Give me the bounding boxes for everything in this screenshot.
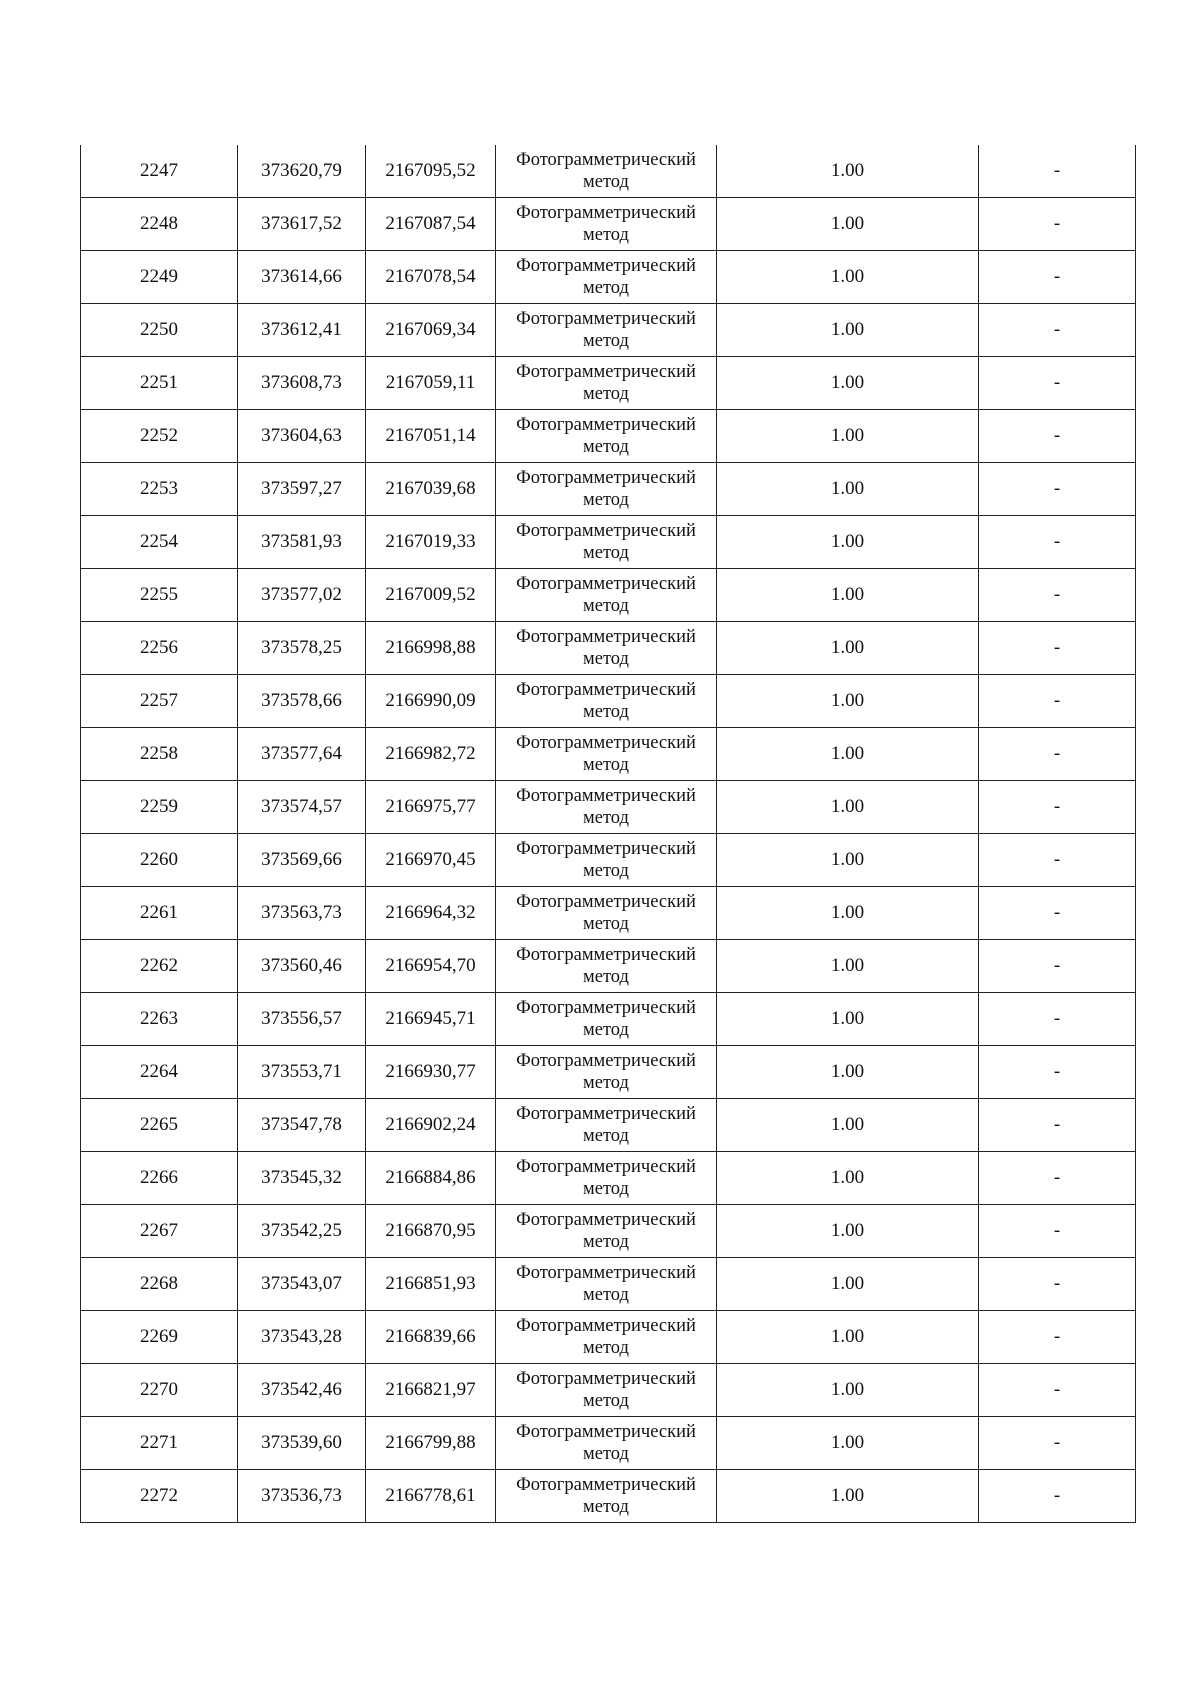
method-line-2: метод <box>583 384 629 404</box>
method-cell <box>496 940 717 993</box>
accuracy-cell: 1.00 <box>717 1099 979 1152</box>
x-coordinate-cell: 373569,66 <box>238 834 366 887</box>
x-coordinate-cell: 373545,32 <box>238 1152 366 1205</box>
note-cell: - <box>979 834 1136 887</box>
accuracy-cell: 1.00 <box>717 781 979 834</box>
note-cell: - <box>979 569 1136 622</box>
accuracy-cell: 1.00 <box>717 1152 979 1205</box>
method-line-1: Фотограмметрический <box>516 256 696 276</box>
table-row <box>81 304 1136 357</box>
method-cell <box>496 1470 717 1523</box>
method-line-2: метод <box>583 331 629 351</box>
note-cell: - <box>979 357 1136 410</box>
method-cell <box>496 622 717 675</box>
point-number-cell: 2267 <box>81 1205 238 1258</box>
method-cell <box>496 1311 717 1364</box>
method-line-2: метод <box>583 1073 629 1093</box>
x-coordinate-cell: 373578,66 <box>238 675 366 728</box>
table-row <box>81 357 1136 410</box>
table-row <box>81 410 1136 463</box>
method-line-1: Фотограмметрический <box>516 1051 696 1071</box>
method-line-2: метод <box>583 543 629 563</box>
point-number-cell: 2272 <box>81 1470 238 1523</box>
point-number-cell: 2251 <box>81 357 238 410</box>
x-coordinate-cell: 373563,73 <box>238 887 366 940</box>
method-line-1: Фотограмметрический <box>516 1475 696 1495</box>
y-coordinate-cell: 2167051,14 <box>366 410 496 463</box>
accuracy-cell: 1.00 <box>717 1470 979 1523</box>
x-coordinate-cell: 373542,46 <box>238 1364 366 1417</box>
method-line-2: метод <box>583 967 629 987</box>
method-cell <box>496 198 717 251</box>
table-row <box>81 622 1136 675</box>
accuracy-cell: 1.00 <box>717 410 979 463</box>
method-line-2: метод <box>583 1444 629 1464</box>
method-line-2: метод <box>583 755 629 775</box>
point-number-cell: 2263 <box>81 993 238 1046</box>
note-cell: - <box>979 1046 1136 1099</box>
accuracy-cell: 1.00 <box>717 675 979 728</box>
table-row <box>81 1364 1136 1417</box>
x-coordinate-cell: 373604,63 <box>238 410 366 463</box>
x-coordinate-cell: 373547,78 <box>238 1099 366 1152</box>
note-cell: - <box>979 887 1136 940</box>
x-coordinate-cell: 373536,73 <box>238 1470 366 1523</box>
method-line-1: Фотограмметрический <box>516 1369 696 1389</box>
y-coordinate-cell: 2166821,97 <box>366 1364 496 1417</box>
x-coordinate-cell: 373553,71 <box>238 1046 366 1099</box>
method-line-1: Фотограмметрический <box>516 150 696 170</box>
table-row <box>81 834 1136 887</box>
accuracy-cell: 1.00 <box>717 1417 979 1470</box>
accuracy-cell: 1.00 <box>717 728 979 781</box>
note-cell: - <box>979 1205 1136 1258</box>
table-row <box>81 1417 1136 1470</box>
x-coordinate-cell: 373612,41 <box>238 304 366 357</box>
table-row <box>81 251 1136 304</box>
x-coordinate-cell: 373543,07 <box>238 1258 366 1311</box>
accuracy-cell: 1.00 <box>717 251 979 304</box>
point-number-cell: 2255 <box>81 569 238 622</box>
y-coordinate-cell: 2166902,24 <box>366 1099 496 1152</box>
method-cell <box>496 463 717 516</box>
point-number-cell: 2254 <box>81 516 238 569</box>
note-cell: - <box>979 304 1136 357</box>
note-cell: - <box>979 145 1136 198</box>
x-coordinate-cell: 373560,46 <box>238 940 366 993</box>
point-number-cell: 2249 <box>81 251 238 304</box>
note-cell: - <box>979 940 1136 993</box>
x-coordinate-cell: 373617,52 <box>238 198 366 251</box>
method-line-1: Фотограмметрический <box>516 839 696 859</box>
method-cell <box>496 145 717 198</box>
method-line-2: метод <box>583 914 629 934</box>
accuracy-cell: 1.00 <box>717 463 979 516</box>
accuracy-cell: 1.00 <box>717 145 979 198</box>
method-cell <box>496 1364 717 1417</box>
y-coordinate-cell: 2166851,93 <box>366 1258 496 1311</box>
note-cell: - <box>979 516 1136 569</box>
x-coordinate-cell: 373543,28 <box>238 1311 366 1364</box>
point-number-cell: 2253 <box>81 463 238 516</box>
method-line-2: метод <box>583 808 629 828</box>
method-cell <box>496 1046 717 1099</box>
table-row <box>81 198 1136 251</box>
table-row <box>81 516 1136 569</box>
note-cell: - <box>979 781 1136 834</box>
y-coordinate-cell: 2167078,54 <box>366 251 496 304</box>
method-line-1: Фотограмметрический <box>516 574 696 594</box>
table-row <box>81 1046 1136 1099</box>
note-cell: - <box>979 1152 1136 1205</box>
method-line-1: Фотограмметрический <box>516 680 696 700</box>
accuracy-cell: 1.00 <box>717 993 979 1046</box>
method-cell <box>496 1417 717 1470</box>
y-coordinate-cell: 2166964,32 <box>366 887 496 940</box>
y-coordinate-cell: 2166970,45 <box>366 834 496 887</box>
note-cell: - <box>979 1470 1136 1523</box>
note-cell: - <box>979 463 1136 516</box>
method-line-2: метод <box>583 225 629 245</box>
method-line-2: метод <box>583 702 629 722</box>
point-number-cell: 2262 <box>81 940 238 993</box>
table-row <box>81 1470 1136 1523</box>
table-row <box>81 145 1136 198</box>
method-cell <box>496 304 717 357</box>
table-row <box>81 940 1136 993</box>
accuracy-cell: 1.00 <box>717 622 979 675</box>
point-number-cell: 2266 <box>81 1152 238 1205</box>
table-row <box>81 781 1136 834</box>
method-line-1: Фотограмметрический <box>516 1316 696 1336</box>
note-cell: - <box>979 728 1136 781</box>
accuracy-cell: 1.00 <box>717 1311 979 1364</box>
method-cell <box>496 728 717 781</box>
method-line-2: метод <box>583 278 629 298</box>
method-line-1: Фотограмметрический <box>516 627 696 647</box>
accuracy-cell: 1.00 <box>717 357 979 410</box>
table-row <box>81 1258 1136 1311</box>
note-cell: - <box>979 251 1136 304</box>
point-number-cell: 2265 <box>81 1099 238 1152</box>
method-line-1: Фотограмметрический <box>516 1422 696 1442</box>
method-cell <box>496 569 717 622</box>
method-line-1: Фотограмметрический <box>516 733 696 753</box>
method-line-2: метод <box>583 1020 629 1040</box>
y-coordinate-cell: 2166870,95 <box>366 1205 496 1258</box>
x-coordinate-cell: 373542,25 <box>238 1205 366 1258</box>
x-coordinate-cell: 373577,02 <box>238 569 366 622</box>
x-coordinate-cell: 373539,60 <box>238 1417 366 1470</box>
y-coordinate-cell: 2166778,61 <box>366 1470 496 1523</box>
x-coordinate-cell: 373608,73 <box>238 357 366 410</box>
y-coordinate-cell: 2167009,52 <box>366 569 496 622</box>
y-coordinate-cell: 2166839,66 <box>366 1311 496 1364</box>
method-line-2: метод <box>583 1497 629 1517</box>
note-cell: - <box>979 993 1136 1046</box>
table-row <box>81 675 1136 728</box>
table-row <box>81 569 1136 622</box>
method-line-1: Фотограмметрический <box>516 892 696 912</box>
method-line-1: Фотограмметрический <box>516 1263 696 1283</box>
accuracy-cell: 1.00 <box>717 940 979 993</box>
method-line-1: Фотограмметрический <box>516 1157 696 1177</box>
note-cell: - <box>979 622 1136 675</box>
note-cell: - <box>979 410 1136 463</box>
y-coordinate-cell: 2167059,11 <box>366 357 496 410</box>
x-coordinate-cell: 373614,66 <box>238 251 366 304</box>
note-cell: - <box>979 1311 1136 1364</box>
y-coordinate-cell: 2167019,33 <box>366 516 496 569</box>
point-number-cell: 2260 <box>81 834 238 887</box>
method-line-1: Фотограмметрический <box>516 945 696 965</box>
x-coordinate-cell: 373556,57 <box>238 993 366 1046</box>
accuracy-cell: 1.00 <box>717 834 979 887</box>
table-row <box>81 887 1136 940</box>
y-coordinate-cell: 2167039,68 <box>366 463 496 516</box>
note-cell: - <box>979 198 1136 251</box>
accuracy-cell: 1.00 <box>717 1258 979 1311</box>
y-coordinate-cell: 2167095,52 <box>366 145 496 198</box>
x-coordinate-cell: 373577,64 <box>238 728 366 781</box>
method-line-2: метод <box>583 1179 629 1199</box>
method-line-1: Фотограмметрический <box>516 415 696 435</box>
method-cell <box>496 516 717 569</box>
table-row <box>81 463 1136 516</box>
table-row <box>81 993 1136 1046</box>
note-cell: - <box>979 675 1136 728</box>
method-line-2: метод <box>583 649 629 669</box>
method-line-2: метод <box>583 490 629 510</box>
table-row <box>81 1205 1136 1258</box>
y-coordinate-cell: 2167087,54 <box>366 198 496 251</box>
method-line-1: Фотограмметрический <box>516 1210 696 1230</box>
method-cell <box>496 410 717 463</box>
point-number-cell: 2271 <box>81 1417 238 1470</box>
accuracy-cell: 1.00 <box>717 304 979 357</box>
method-cell <box>496 781 717 834</box>
table-row <box>81 728 1136 781</box>
y-coordinate-cell: 2166982,72 <box>366 728 496 781</box>
y-coordinate-cell: 2166799,88 <box>366 1417 496 1470</box>
method-line-1: Фотограмметрический <box>516 309 696 329</box>
method-cell <box>496 834 717 887</box>
method-cell <box>496 1205 717 1258</box>
method-cell <box>496 675 717 728</box>
y-coordinate-cell: 2166975,77 <box>366 781 496 834</box>
y-coordinate-cell: 2166884,86 <box>366 1152 496 1205</box>
accuracy-cell: 1.00 <box>717 1205 979 1258</box>
accuracy-cell: 1.00 <box>717 887 979 940</box>
point-number-cell: 2256 <box>81 622 238 675</box>
method-line-1: Фотограмметрический <box>516 998 696 1018</box>
point-number-cell: 2259 <box>81 781 238 834</box>
note-cell: - <box>979 1364 1136 1417</box>
point-number-cell: 2248 <box>81 198 238 251</box>
method-line-1: Фотограмметрический <box>516 1104 696 1124</box>
method-line-1: Фотограмметрический <box>516 786 696 806</box>
y-coordinate-cell: 2166990,09 <box>366 675 496 728</box>
point-number-cell: 2258 <box>81 728 238 781</box>
point-number-cell: 2261 <box>81 887 238 940</box>
point-number-cell: 2257 <box>81 675 238 728</box>
method-line-2: метод <box>583 437 629 457</box>
method-line-2: метод <box>583 1391 629 1411</box>
y-coordinate-cell: 2166954,70 <box>366 940 496 993</box>
point-number-cell: 2252 <box>81 410 238 463</box>
method-line-2: метод <box>583 1232 629 1252</box>
note-cell: - <box>979 1417 1136 1470</box>
method-cell <box>496 1258 717 1311</box>
method-line-2: метод <box>583 172 629 192</box>
method-cell <box>496 357 717 410</box>
method-line-1: Фотограмметрический <box>516 521 696 541</box>
method-line-2: метод <box>583 1338 629 1358</box>
table-row <box>81 1311 1136 1364</box>
accuracy-cell: 1.00 <box>717 1046 979 1099</box>
x-coordinate-cell: 373581,93 <box>238 516 366 569</box>
y-coordinate-cell: 2166945,71 <box>366 993 496 1046</box>
y-coordinate-cell: 2166930,77 <box>366 1046 496 1099</box>
coordinates-table-body <box>81 145 1136 1523</box>
method-line-2: метод <box>583 1285 629 1305</box>
x-coordinate-cell: 373578,25 <box>238 622 366 675</box>
method-cell <box>496 1152 717 1205</box>
accuracy-cell: 1.00 <box>717 1364 979 1417</box>
point-number-cell: 2264 <box>81 1046 238 1099</box>
method-line-1: Фотограмметрический <box>516 203 696 223</box>
y-coordinate-cell: 2166998,88 <box>366 622 496 675</box>
x-coordinate-cell: 373597,27 <box>238 463 366 516</box>
y-coordinate-cell: 2167069,34 <box>366 304 496 357</box>
table-row <box>81 1099 1136 1152</box>
point-number-cell: 2269 <box>81 1311 238 1364</box>
method-line-1: Фотограмметрический <box>516 362 696 382</box>
point-number-cell: 2250 <box>81 304 238 357</box>
point-number-cell: 2270 <box>81 1364 238 1417</box>
table-row <box>81 1152 1136 1205</box>
method-cell <box>496 993 717 1046</box>
coordinates-table <box>80 145 1136 1523</box>
method-line-1: Фотограмметрический <box>516 468 696 488</box>
method-line-2: метод <box>583 861 629 881</box>
point-number-cell: 2247 <box>81 145 238 198</box>
method-cell <box>496 887 717 940</box>
method-cell <box>496 1099 717 1152</box>
note-cell: - <box>979 1099 1136 1152</box>
method-line-2: метод <box>583 1126 629 1146</box>
x-coordinate-cell: 373620,79 <box>238 145 366 198</box>
accuracy-cell: 1.00 <box>717 569 979 622</box>
method-cell <box>496 251 717 304</box>
note-cell: - <box>979 1258 1136 1311</box>
point-number-cell: 2268 <box>81 1258 238 1311</box>
accuracy-cell: 1.00 <box>717 516 979 569</box>
accuracy-cell: 1.00 <box>717 198 979 251</box>
method-line-2: метод <box>583 596 629 616</box>
x-coordinate-cell: 373574,57 <box>238 781 366 834</box>
